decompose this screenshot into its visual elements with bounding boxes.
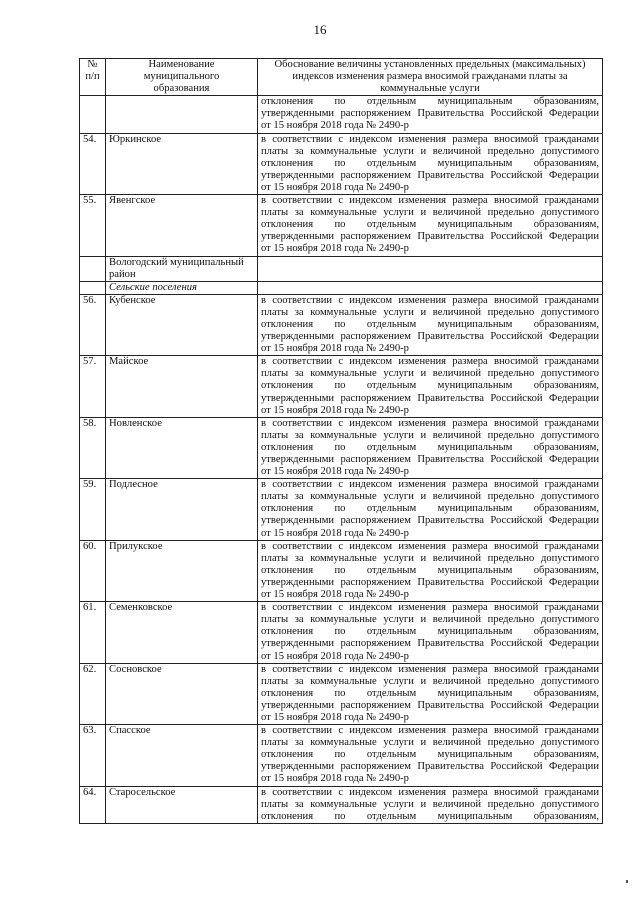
reason-line: утвержденными распоряжением Правительства Российской Федерации xyxy=(261,331,599,343)
table-row xyxy=(80,602,603,663)
header-municipality-name: Наименование муниципального образования xyxy=(106,59,258,96)
table-row xyxy=(80,540,603,601)
reason-line: отклонения по отдельным муниципальным образованиям, xyxy=(261,749,599,761)
municipality-name: Явенгское xyxy=(106,195,258,256)
justification-text xyxy=(258,602,603,663)
reason-line: утвержденными распоряжением Правительства Российской Федерации xyxy=(261,454,599,465)
municipality-name: Сосновское xyxy=(106,663,258,724)
municipality-name: Кубенское xyxy=(106,294,258,355)
justification-text xyxy=(258,725,603,786)
reason-line: платы за коммунальные услуги и величиной предельно допустимого xyxy=(261,368,599,380)
reason-line: от 15 ноября 2018 года № 2490-р xyxy=(261,181,409,193)
justification-text xyxy=(258,96,603,133)
justification-text xyxy=(258,256,603,281)
section-title: Вологодский муниципальный район xyxy=(106,256,258,281)
reason-line: платы за коммунальные услуги и величиной предельно допустимого xyxy=(261,306,599,318)
reason-line: утвержденными распоряжением Правительства Российской Федерации xyxy=(261,108,599,120)
reason-line: в соответствии с индексом изменения размера вносимой гражданами xyxy=(261,133,599,145)
reason-line: платы за коммунальные услуги и величиной предельно допустимого xyxy=(261,737,599,749)
page-number: 16 xyxy=(313,22,327,37)
scan-mark xyxy=(626,880,628,883)
row-number: 62. xyxy=(80,663,106,724)
reason-line: в соответствии с индексом изменения размера вносимой гражданами xyxy=(261,602,599,614)
justification-text xyxy=(258,195,603,256)
reason-line: от 15 ноября 2018 года № 2490-р xyxy=(261,589,409,601)
row-number: 59. xyxy=(80,479,106,540)
reason-line: платы за коммунальные услуги и величиной предельно допустимого xyxy=(261,552,599,564)
reason-line: в соответствии с индексом изменения размера вносимой гражданами xyxy=(261,417,599,429)
reason-line: в соответствии с индексом изменения размера вносимой гражданами xyxy=(261,786,599,798)
justification-text xyxy=(258,540,603,601)
row-number: 57. xyxy=(80,356,106,417)
reason-line: в соответствии с индексом изменения размера вносимой гражданами xyxy=(261,663,599,675)
reason-line: утвержденными распоряжением Правительства Российской Федерации xyxy=(261,638,599,650)
table-row xyxy=(80,294,603,355)
row-number: 63. xyxy=(80,725,106,786)
reason-line: платы за коммунальные услуги и величиной предельно допустимого xyxy=(261,429,599,441)
justification-text xyxy=(258,281,603,294)
reason-line: платы за коммунальные услуги и величиной предельно допустимого xyxy=(261,614,599,626)
table-row-truncated xyxy=(80,786,603,823)
reason-line: в соответствии с индексом изменения размера вносимой гражданами xyxy=(261,356,599,368)
reason-line: от 15 ноября 2018 года № 2490-р xyxy=(261,404,409,416)
municipality-name: Прилукское xyxy=(106,540,258,601)
reason-line: отклонения по отдельным муниципальным образованиям, xyxy=(261,380,599,392)
reason-line: платы за коммунальные услуги и величиной предельно допустимого xyxy=(261,491,599,503)
reason-line: отклонения по отдельным муниципальным образованиям, xyxy=(261,564,599,576)
section-row xyxy=(80,256,603,281)
reason-line: утвержденными распоряжением Правительства Российской Федерации xyxy=(261,761,599,773)
header-justification: Обоснование величины установленных предельных (максимальных) индексов изменения размера вносимой гражданами платы за коммунальные услуги xyxy=(258,59,603,96)
table-row xyxy=(80,479,603,540)
municipality-name: Майское xyxy=(106,356,258,417)
row-number: 58. xyxy=(80,417,106,478)
table-header-row xyxy=(80,59,603,96)
row-number: 64. xyxy=(80,786,106,823)
table-row xyxy=(80,417,603,478)
table-row xyxy=(80,133,603,194)
table-row xyxy=(80,356,603,417)
reason-line: отклонения по отдельным муниципальным образованиям, xyxy=(261,157,599,169)
row-number xyxy=(80,281,106,294)
reason-line: в соответствии с индексом изменения размера вносимой гражданами xyxy=(261,540,599,552)
reason-line: от 15 ноября 2018 года № 2490-р xyxy=(261,773,409,785)
row-number: 61. xyxy=(80,602,106,663)
justification-text xyxy=(258,663,603,724)
reason-line: отклонения по отдельным муниципальным образованиям, xyxy=(261,503,599,515)
reason-line: от 15 ноября 2018 года № 2490-р xyxy=(261,711,409,723)
reason-line: утвержденными распоряжением Правительства Российской Федерации xyxy=(261,169,599,181)
row-number: 55. xyxy=(80,195,106,256)
reason-line: от 15 ноября 2018 года № 2490-р xyxy=(261,466,409,478)
table-row xyxy=(80,663,603,724)
table-row xyxy=(80,725,603,786)
municipality-name: Подлесное xyxy=(106,479,258,540)
reason-line: утвержденными распоряжением Правительства Российской Федерации xyxy=(261,392,599,404)
justification-text xyxy=(258,133,603,194)
row-number: 56. xyxy=(80,294,106,355)
header-number: № п/п xyxy=(80,59,106,96)
reason-line: отклонения по отдельным муниципальным образованиям, xyxy=(261,687,599,699)
municipality-name: Старосельское xyxy=(106,786,258,823)
municipality-name: Новленское xyxy=(106,417,258,478)
reason-line: утвержденными распоряжением Правительства Российской Федерации xyxy=(261,231,599,243)
reason-line: отклонения по отдельным муниципальным образованиям, xyxy=(261,219,599,231)
justification-text xyxy=(258,294,603,355)
reason-line: в соответствии с индексом изменения размера вносимой гражданами xyxy=(261,725,599,737)
reason-line: отклонения по отдельным муниципальным образованиям, xyxy=(261,96,599,108)
subsection-title: Сельские поселения xyxy=(106,281,258,294)
row-number xyxy=(80,96,106,133)
reason-line: отклонения по отдельным муниципальным образованиям, xyxy=(261,810,599,822)
reason-line: в соответствии с индексом изменения размера вносимой гражданами xyxy=(261,195,599,207)
justification-text xyxy=(258,417,603,478)
subsection-row xyxy=(80,281,603,294)
reason-line: платы за коммунальные услуги и величиной предельно допустимого xyxy=(261,798,599,810)
reason-line: от 15 ноября 2018 года № 2490-р xyxy=(261,343,409,355)
reason-line: от 15 ноября 2018 года № 2490-р xyxy=(261,527,409,539)
justification-text xyxy=(258,356,603,417)
reason-line: отклонения по отдельным муниципальным образованиям, xyxy=(261,441,599,453)
municipality-name xyxy=(106,96,258,133)
reason-line: в соответствии с индексом изменения размера вносимой гражданами xyxy=(261,294,599,306)
reason-line: от 15 ноября 2018 года № 2490-р xyxy=(261,243,409,255)
justification-text xyxy=(258,786,603,823)
municipality-name: Спасское xyxy=(106,725,258,786)
table-body xyxy=(80,96,603,824)
reason-line: платы за коммунальные услуги и величиной предельно допустимого xyxy=(261,675,599,687)
continued-row xyxy=(80,96,603,133)
reason-line: утвержденными распоряжением Правительства Российской Федерации xyxy=(261,515,599,527)
reason-line: платы за коммунальные услуги и величиной предельно допустимого xyxy=(261,145,599,157)
row-number xyxy=(80,256,106,281)
reason-line: утвержденными распоряжением Правительства Российской Федерации xyxy=(261,576,599,588)
row-number: 60. xyxy=(80,540,106,601)
municipality-name: Юркинское xyxy=(106,133,258,194)
reason-line: утвержденными распоряжением Правительства Российской Федерации xyxy=(261,699,599,711)
reason-line: отклонения по отдельным муниципальным образованиям, xyxy=(261,626,599,638)
reason-line: от 15 ноября 2018 года № 2490-р xyxy=(261,120,409,132)
municipality-name: Семенковское xyxy=(106,602,258,663)
reason-line: от 15 ноября 2018 года № 2490-р xyxy=(261,650,409,662)
document-table xyxy=(79,58,603,824)
table-row xyxy=(80,195,603,256)
reason-line: платы за коммунальные услуги и величиной предельно допустимого xyxy=(261,207,599,219)
row-number: 54. xyxy=(80,133,106,194)
reason-line: в соответствии с индексом изменения размера вносимой гражданами xyxy=(261,479,599,491)
reason-line: отклонения по отдельным муниципальным образованиям, xyxy=(261,318,599,330)
justification-text xyxy=(258,479,603,540)
